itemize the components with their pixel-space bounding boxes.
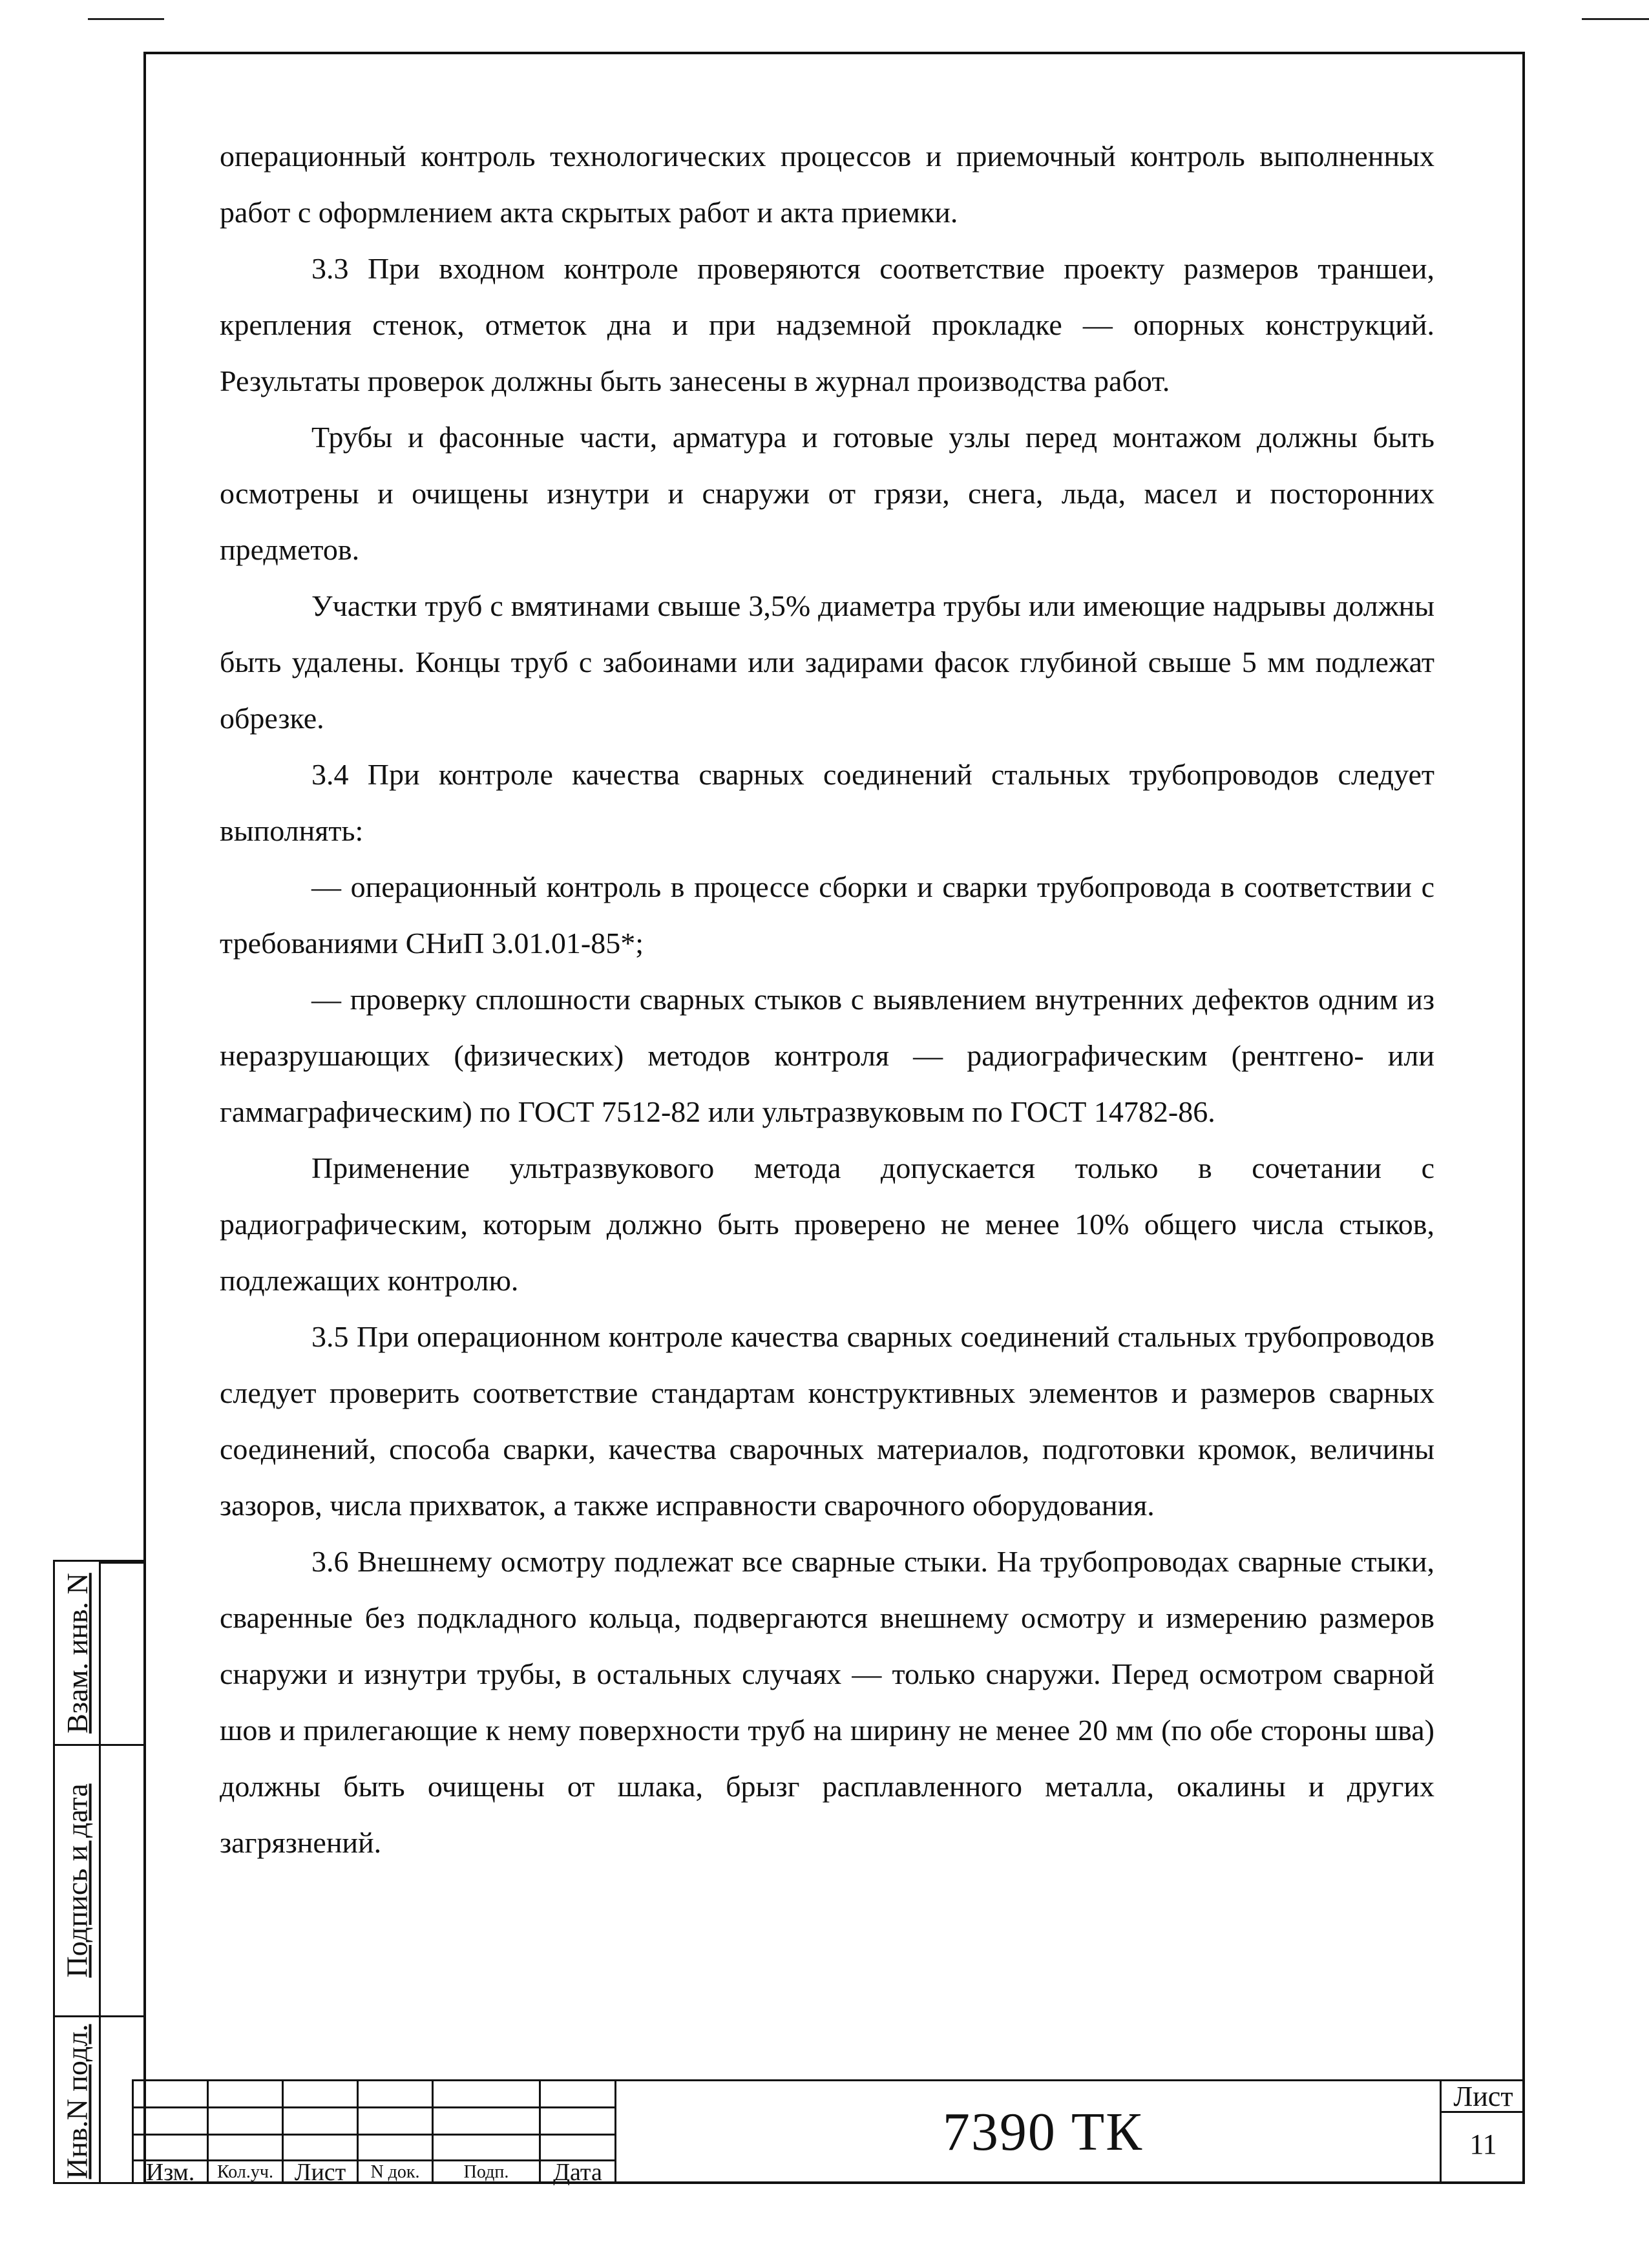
- sheet-box: [1440, 2079, 1525, 2184]
- side-cell-vzam-inv: [55, 1562, 99, 1744]
- izm-label: Изм.: [145, 2159, 195, 2186]
- side-cell-podpis-data: [55, 1744, 99, 2015]
- corner-line-right: [1582, 18, 1649, 20]
- inv-podl-label: Инв.N подл.: [60, 2024, 94, 2179]
- revision-grid-line: [132, 2106, 616, 2108]
- revision-grid-line: [132, 2134, 616, 2136]
- side-cell-inv-podl: [55, 2015, 99, 2186]
- body-paragraph: — операционный контроль в процессе сборки и сварки трубопровода в соответствии с требованиями СНиП 3.01.01-85*;: [220, 870, 1434, 960]
- body-paragraph: — проверку сплошности сварных стыков с выявлением внутренних дефектов одним из неразрушающих (физических) методов контроля — радиографическим (рентгено- или гаммаграфическим) по ГОСТ 7512-82 или ультразвуковым по ГОСТ 14782-86.: [220, 983, 1434, 1128]
- sheet-number: 11: [1469, 2128, 1497, 2160]
- podp-label: Подп.: [463, 2162, 509, 2182]
- revision-grid: [132, 2079, 616, 2184]
- body-paragraph: 3.4 При контроле качества сварных соединений стальных трубопроводов следует выполнять:: [220, 758, 1434, 847]
- sheet-label: Лист: [1442, 2082, 1525, 2113]
- title-block: [132, 2079, 1525, 2184]
- corner-line-left: [88, 18, 164, 20]
- document-code: 7390 ТК: [942, 2101, 1144, 2162]
- revision-grid-line: [614, 2079, 616, 2184]
- side-stamp: [53, 1560, 143, 2184]
- body-paragraph: операционный контроль технологических процессов и приемочный контроль выполненных работ с оформлением акта скрытых работ и акта приемки.: [220, 140, 1434, 229]
- side-stamp-hline: [99, 2015, 145, 2017]
- body-paragraph: Участки труб с вмятинами свыше 3,5% диаметра трубы или имеющие надрывы должны быть удалены. Концы труб с забоинами или задирами фасок глубиной свыше 5 мм подлежат обрезке.: [220, 589, 1434, 735]
- body-paragraph: Применение ультразвукового метода допускается только в сочетании с радиографическим, которым должно быть проверено не менее 10% общего числа стыков, подлежащих контролю.: [220, 1151, 1434, 1297]
- list-label: Лист: [294, 2159, 346, 2186]
- side-stamp-hline: [99, 1562, 145, 1564]
- podpis-data-label: Подпись и дата: [60, 1783, 94, 1978]
- data-label: Дата: [553, 2159, 602, 2186]
- document-body: [220, 128, 1434, 1871]
- body-paragraph: Трубы и фасонные части, арматура и готовые узлы перед монтажом должны быть осмотрены и очищены изнутри и снаружи от грязи, снега, льда, масел и посторонних предметов.: [220, 421, 1434, 566]
- side-stamp-divider: [99, 1562, 101, 2182]
- n-dok-label: N док.: [370, 2162, 420, 2182]
- body-paragraph: 3.5 При операционном контроле качества сварных соединений стальных трубопроводов следует проверить соответствие стандартам конструктивных элементов и размеров сварных соединений, способа сварки, качества сварочных материалов, подготовки кромок, величины зазоров, числа прихваток, а также исправности сварочного оборудования.: [220, 1320, 1434, 1522]
- body-paragraph: 3.6 Внешнему осмотру подлежат все сварные стыки. На трубопроводах сварные стыки, сваренные без подкладного кольца, подвергаются внешнему осмотру и измерению размеров снаружи и изнутри трубы, в остальных случаях — только снаружи. Перед осмотром сварной шов и прилегающие к нему поверхности труб на ширину не менее 20 мм (по обе стороны шва) должны быть очищены от шлака, брызг расплавленного металла, окалины и других загрязнений.: [220, 1545, 1434, 1859]
- vzam-inv-label: Взам. инв. N: [60, 1572, 94, 1734]
- body-paragraph: 3.3 При входном контроле проверяются соответствие проекту размеров траншеи, крепления стенок, отметок дна и при надземной прокладке — опорных конструкций. Результаты проверок должны быть занесены в журнал производства работ.: [220, 252, 1434, 397]
- side-stamp-hline: [99, 1744, 145, 1746]
- kol-uch-label: Кол.уч.: [217, 2162, 273, 2182]
